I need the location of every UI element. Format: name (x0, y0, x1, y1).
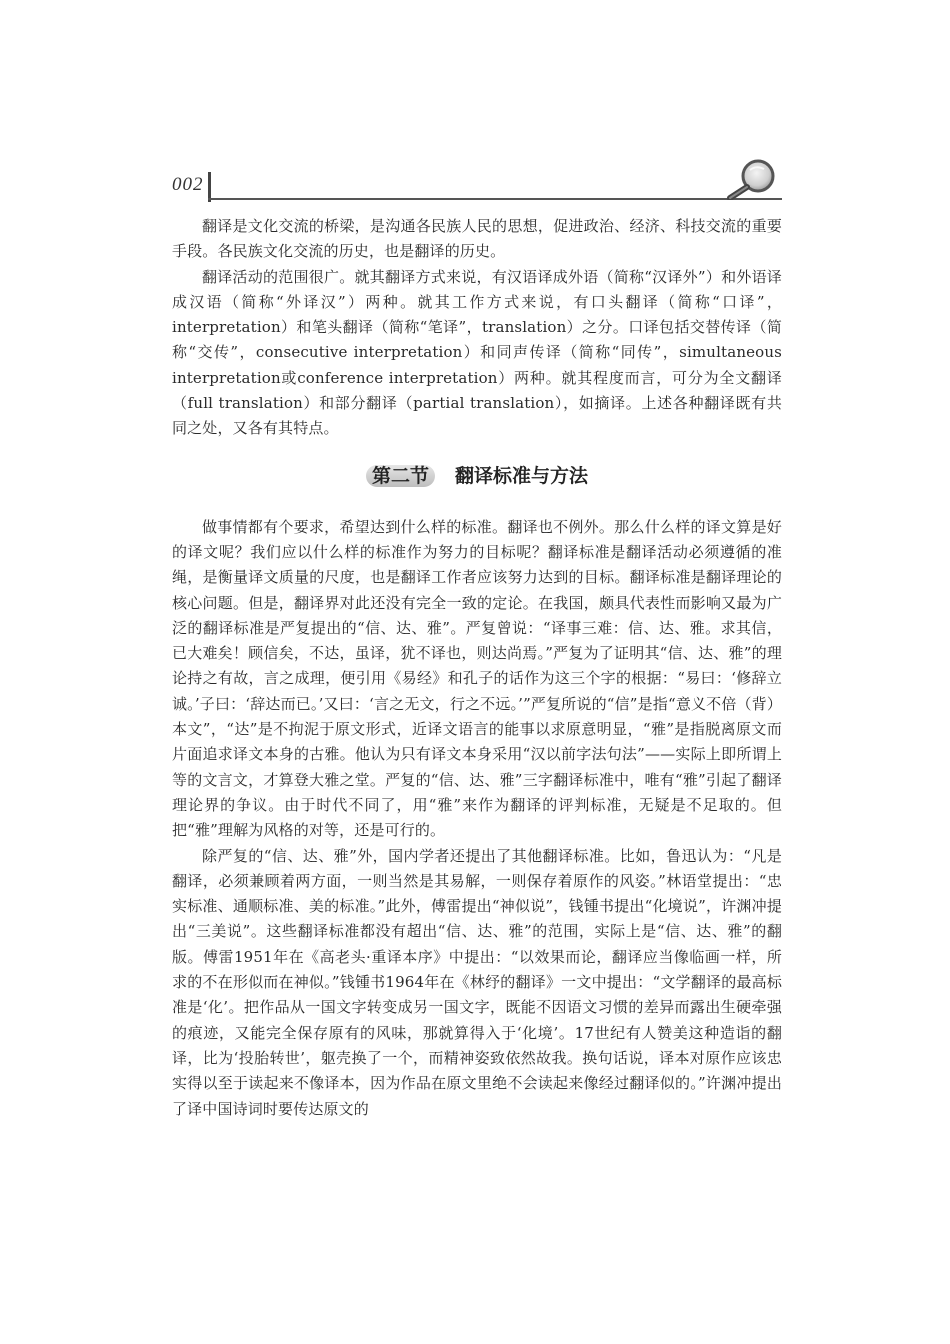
page-header (172, 158, 782, 206)
paragraph: 翻译活动的范围很广。就其翻译方式来说，有汉语译成外语（简称“汉译外”）和外语译成汉语（简称“外译汉”）两种。就其工作方式来说，有口头翻译（简称“口译”，interpretation）和笔头翻译（简称“笔译”，translation）之分。口译包括交替传译（简称“交传”，consecutive interpretation）和同声传译（简称“同传”，simultaneous interpretation或conference interpretation）两种。就其程度而言，可分为全文翻译（full translation）和部分翻译（partial translation），如摘译。上述各种翻译既有共同之处，又各有其特点。 (172, 267, 782, 438)
paragraph: 除严复的“信、达、雅”外，国内学者还提出了其他翻译标准。比如，鲁迅认为：“凡是翻译，必须兼顾着两方面，一则当然是其易解，一则保存着原作的风姿。”林语堂提出：“忠实标准、通顺标准、美的标准。”此外，傅雷提出“神似说”，钱锺书提出“化境说”，许渊冲提出“三美说”。这些翻译标准都没有超出“信、达、雅”的范围，实际上是“信、达、雅”的翻版。傅雷1951年在《高老头·重译本序》中提出：“以效果而论，翻译应当像临画一样，所求的不在形似而在神似。”钱锺书1964年在《林纾的翻译》一文中提出：“文学翻译的最高标准是‘化’。把作品从一国文字转变成另一国文字，既能不因语文习惯的差异而露出生硬牵强的痕迹，又能完全保存原有的风味，那就算得入于‘化境’。17世纪有人赞美这种造诣的翻译，比为‘投胎转世’，躯壳换了一个，而精神姿致依然故我。换句话说，译本对原作应该忠实得以至于读起来不像译本，因为作品在原文里绝不会读起来像经过翻译似的。”许渊冲提出了译中国诗词时要传达原文的 (172, 846, 782, 1118)
section-title: 翻译标准与方法 (455, 464, 589, 487)
section-number: 第二节 (366, 459, 435, 493)
page-content (172, 214, 782, 1122)
magnifier-icon (716, 158, 778, 200)
section-heading (172, 459, 782, 493)
header-rule (208, 198, 782, 200)
page-number: 002 (172, 174, 204, 195)
paragraph: 翻译是文化交流的桥梁，是沟通各民族人民的思想，促进政治、经济、科技交流的重要手段。各民族文化交流的历史，也是翻译的历史。 (172, 217, 782, 261)
paragraph: 做事情都有个要求，希望达到什么样的标准。翻译也不例外。那么什么样的译文算是好的译文呢？我们应以什么样的标准作为努力的目标呢？翻译标准是翻译活动必须遵循的准绳，是衡量译文质量的尺度，也是翻译工作者应该努力达到的目标。翻译标准是翻译理论的核心问题。但是，翻译界对此还没有完全一致的定论。在我国，颇具代表性而影响又最为广泛的翻译标准是严复提出的“信、达、雅”。严复曾说：“译事三难：信、达、雅。求其信，已大难矣！顾信矣，不达，虽译，犹不译也，则达尚焉。”严复为了证明其“信、达、雅”的理论持之有故，言之成理，便引用《易经》和孔子的话作为这三个字的根据：“易曰：‘修辞立诚。’子曰：‘辞达而已。’又曰：‘言之无文，行之不远。’”严复所说的“信”是指“意义不倍（背）本文”，“达”是不拘泥于原文形式，近译文语言的能事以求原意明显，“雅”是指脱离原文而片面追求译文本身的古雅。他认为只有译文本身采用“汉以前字法句法”——实际上即所谓上等的文言文，才算登大雅之堂。严复的“信、达、雅”三字翻译标准中，唯有“雅”引起了翻译理论界的争议。由于时代不同了，用“雅”来作为翻译的评判标准，无疑是不足取的。但把“雅”理解为风格的对等，还是可行的。 (172, 517, 782, 840)
